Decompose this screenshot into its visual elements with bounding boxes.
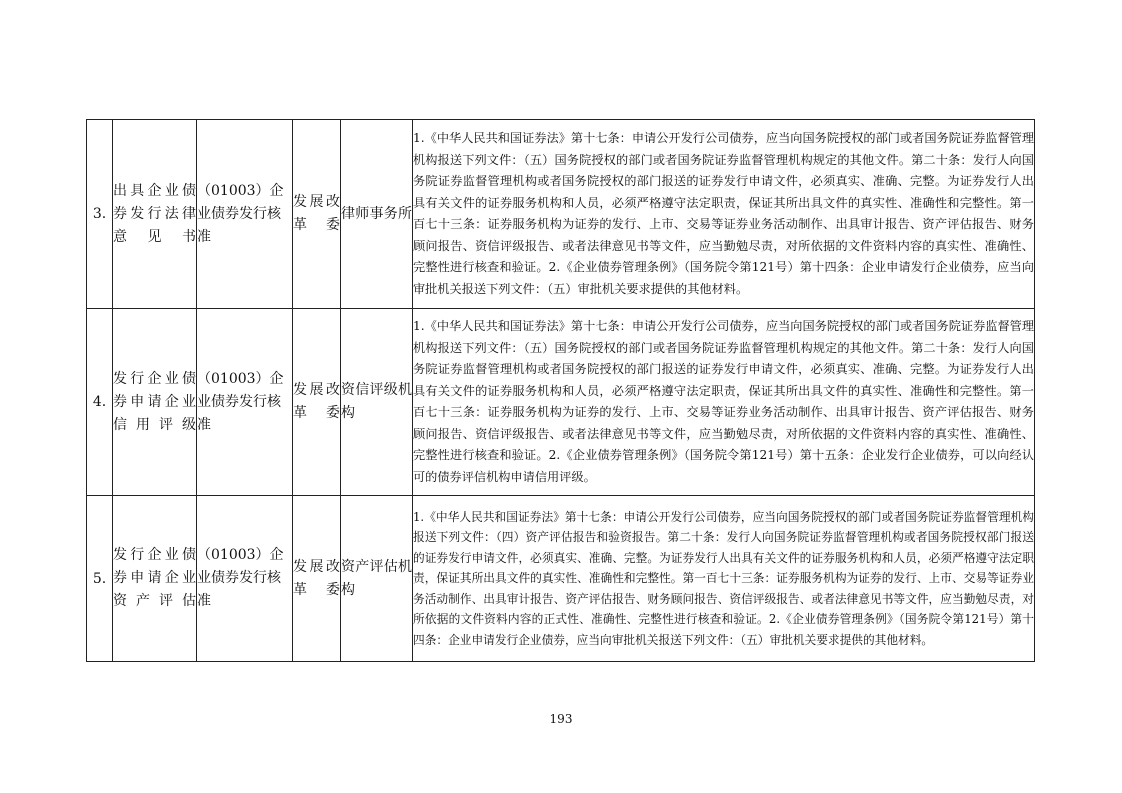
row-number-cell: 5.	[87, 496, 113, 662]
item-name-cell: 出具企业债券发行法律意见书	[113, 120, 197, 309]
table-row	[87, 120, 1035, 309]
page-number: 193	[549, 712, 573, 726]
row-number-cell: 3.	[87, 120, 113, 309]
legal-basis-cell: 1.《中华人民共和国证券法》第十七条：申请公开发行公司债券，应当向国务院授权的部门或者国务院证券监督管理机构报送下列文件：（四）资产评估报告和验资报告。第二十条：发行人向国务院证券监督管理机构或者国务院授权部门报送的证券发行申请文件，必须真实、准确、完整。为证券发行人出具有关文件的证券服务机构和人员，必须严格遵守法定职责，保证其所出具文件的真实性、准确性和完整性。第一百七十三条：证券服务机构为证券的发行、上市、交易等证券业务活动制作、出具审计报告、资产评估报告、财务顾问报告、资信评级报告、或者法律意见书等文件，应当勤勉尽责，对所依据的文件资料内容的正式性、准确性、完整性进行核查和验证。2.《企业债券管理条例》（国务院令第121号）第十四条：企业申请发行企业债券，应当向审批机关报送下列文件：（五）审批机关要求提供的其他材料。	[413, 496, 1035, 662]
approval-item-cell: （01003）企业债券发行核准	[197, 496, 293, 662]
implementing-organization-cell: 资产评估机构	[341, 496, 413, 662]
department-cell: 发展改革委	[293, 496, 341, 662]
table-row	[87, 309, 1035, 496]
row-number-cell: 4.	[87, 309, 113, 496]
legal-basis-cell: 1.《中华人民共和国证券法》第十七条：申请公开发行公司债券，应当向国务院授权的部门或者国务院证券监督管理机构报送下列文件：（五）国务院授权的部门或者国务院证券监督管理机构规定的其他文件。第二十条：发行人向国务院证券监督管理机构或者国务院授权的部门报送的证券发行申请文件，必须真实、准确、完整。为证券发行人出具有关文件的证券服务机构和人员，必须严格遵守法定职责，保证其所出具文件的真实性、准确性和完整性。第一百七十三条：证券服务机构为证券的发行、上市、交易等证券业务活动制作、出具审计报告、资产评估报告、财务顾问报告、资信评级报告、或者法律意见书等文件，应当勤勉尽责，对所依据的文件资料内容的真实性、准确性、完整性进行核查和验证。2.《企业债券管理条例》（国务院令第121号）第十五条：企业发行企业债券，可以向经认可的债券评信机构申请信用评级。	[413, 309, 1035, 496]
department-cell: 发展改革委	[293, 309, 341, 496]
approval-item-cell: （01003）企业债券发行核准	[197, 120, 293, 309]
department-cell: 发展改革委	[293, 120, 341, 309]
document-table	[86, 119, 1035, 662]
implementing-organization-cell: 律师事务所	[341, 120, 413, 309]
legal-basis-cell: 1.《中华人民共和国证券法》第十七条：申请公开发行公司债券，应当向国务院授权的部门或者国务院证券监督管理机构报送下列文件：（五）国务院授权的部门或者国务院证券监督管理机构规定的其他文件。第二十条：发行人向国务院证券监督管理机构或者国务院授权的部门报送的证券发行申请文件，必须真实、准确、完整。为证券发行人出具有关文件的证券服务机构和人员，必须严格遵守法定职责，保证其所出具文件的真实性、准确性和完整性。第一百七十三条：证券服务机构为证券的发行、上市、交易等证券业务活动制作、出具审计报告、资产评估报告、财务顾问报告、资信评级报告、或者法律意见书等文件，应当勤勉尽责，对所依据的文件资料内容的真实性、准确性、完整性进行核查和验证。2.《企业债券管理条例》（国务院令第121号）第十四条：企业申请发行企业债券，应当向审批机关报送下列文件：（五）审批机关要求提供的其他材料。	[413, 120, 1035, 309]
item-name-cell: 发行企业债券申请企业资产评估	[113, 496, 197, 662]
item-name-cell: 发行企业债券申请企业信用评级	[113, 309, 197, 496]
approval-item-cell: （01003）企业债券发行核准	[197, 309, 293, 496]
table-row	[87, 496, 1035, 662]
implementing-organization-cell: 资信评级机构	[341, 309, 413, 496]
